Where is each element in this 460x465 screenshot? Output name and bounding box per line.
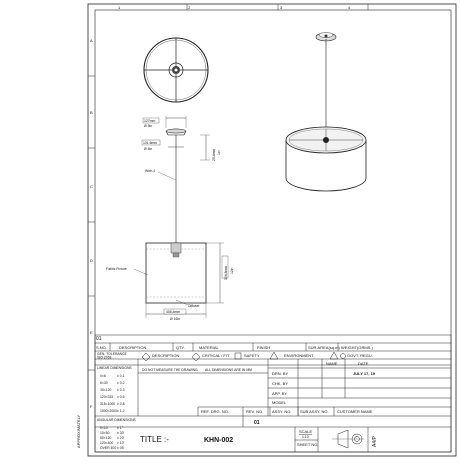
linear-dimensions-label: LINEAR DIMENSIONS <box>97 366 132 370</box>
drn-by: DRN. BY <box>272 371 289 376</box>
shade-width-in: Ø 16in <box>170 317 180 321</box>
svg-text:± 10': ± 10' <box>117 441 125 445</box>
cup-dim-mm: 101.6mm <box>143 141 158 145</box>
govt-symbol <box>330 352 338 359</box>
header-description: DESCRIPTION <box>119 345 147 350</box>
legend-description: DESCRIPTION <box>152 353 180 358</box>
row-e-label: E <box>90 330 93 335</box>
canopy-dim-mm: 127mm <box>144 119 156 123</box>
column-zones <box>118 4 368 10</box>
shade-width-mm: 406.4mm <box>166 310 181 314</box>
row-f-label: F <box>90 404 93 409</box>
row-b-label: B <box>90 110 93 115</box>
svg-text:± 05': ± 05' <box>117 446 125 450</box>
sheet-size: A4/P <box>372 436 378 447</box>
symbol-legend <box>142 352 373 361</box>
angular-tolerance-rows <box>100 426 125 450</box>
row-zones <box>88 38 95 409</box>
date-value: JULY 17, 19 <box>353 371 376 376</box>
environment-symbol <box>270 352 278 359</box>
svg-text:± 0.5: ± 0.5 <box>117 395 125 399</box>
header-surface-area: SUR.AREA(sq.m) <box>308 345 340 350</box>
front-view <box>106 116 234 321</box>
assy-label: ASSY. NO. <box>272 409 292 414</box>
svg-text:± 1.2: ± 1.2 <box>117 409 125 413</box>
model-label: MODEL <box>272 400 287 405</box>
chk-by: CHK. BY <box>272 381 289 386</box>
svg-text:0<10: 0<10 <box>100 426 108 430</box>
approximately-label: APPROXIMATELY <box>76 414 81 448</box>
angular-dimensions-label: ANGULAR DIMENSIONS <box>97 418 136 422</box>
legend-safety: SAFETY <box>244 353 260 358</box>
header-qty: QTY. <box>176 345 185 350</box>
col-4-label: 4 <box>348 5 351 10</box>
scale-label: SCALE <box>299 429 313 434</box>
note-no-measure: DO NOT MEASURE THE DRAWING <box>142 368 198 372</box>
sub-assy-label: SUB ASSY. NO. <box>300 409 329 414</box>
govt-circle-symbol <box>341 354 346 359</box>
gen-tolerance-std: ISO 2768 <box>97 355 112 360</box>
svg-text:± 0.3: ± 0.3 <box>117 388 125 392</box>
header-finish: FINISH <box>257 345 271 350</box>
row-c-label: C <box>90 184 93 189</box>
linear-tolerance-rows <box>100 374 125 413</box>
svg-text:1000<2000: 1000<2000 <box>100 409 118 413</box>
svg-text:120<400: 120<400 <box>100 441 114 445</box>
name-label: NAME <box>326 361 338 366</box>
diffuser-callout: Diffuser <box>188 304 200 308</box>
customer-label: CUSTOMER NAME <box>337 409 373 414</box>
fabric-callout: Fabric Fixture <box>106 267 127 271</box>
drop-dim-mm: 25.4mm <box>212 148 216 161</box>
drop-dim-in: 1in <box>217 150 221 155</box>
svg-text:120<315: 120<315 <box>100 395 114 399</box>
svg-text:315<1000: 315<1000 <box>100 402 116 406</box>
svg-text:± 30': ± 30' <box>117 431 125 435</box>
drawing-code: KHN-002 <box>204 437 234 444</box>
svg-text:± 0.8: ± 0.8 <box>117 402 125 406</box>
scale-value: 1:10 <box>302 435 309 439</box>
note-all-dims: ALL DIMENSIONS ARE IN MM <box>205 368 252 372</box>
svg-text:0<6: 0<6 <box>100 374 106 378</box>
projection-symbol <box>332 430 364 448</box>
svg-text:30<120: 30<120 <box>100 388 112 392</box>
legend-govt: GOVT. REGU. <box>347 353 373 358</box>
col-3-label: 3 <box>280 5 283 10</box>
wire-callout: Wire-4 <box>145 169 155 173</box>
header-weight: WEIGHT(GRMS.) <box>341 345 373 350</box>
legend-environment: ENVIRONMENT <box>284 353 314 358</box>
canopy-dim-in: Ø 5in <box>144 124 153 128</box>
header-sno: S.NO. <box>96 345 107 350</box>
sno-value: 01 <box>96 336 102 342</box>
isometric-view <box>286 33 366 192</box>
cup-dim-in: Ø 4in <box>144 147 153 151</box>
legend-critical: CRITICAL / FIT <box>202 353 230 358</box>
title-label: TITLE :- <box>140 435 169 444</box>
svg-text:6<30: 6<30 <box>100 381 108 385</box>
description-symbol <box>142 353 150 361</box>
header-material: MATERIAL <box>199 345 219 350</box>
row-d-label: D <box>90 258 93 263</box>
sheet-label: SHEET NO. <box>297 442 319 447</box>
rev-label: REV. NO. <box>246 409 264 414</box>
critical-symbol <box>192 353 200 361</box>
rev-value: 01 <box>254 420 260 426</box>
col-1-label: 1 <box>118 5 121 10</box>
top-view <box>144 38 208 102</box>
svg-text:10<50: 10<50 <box>100 431 110 435</box>
gen-tolerance: GEN. TOLERANCE <box>97 352 127 356</box>
svg-text:± 20': ± 20' <box>117 436 125 440</box>
safety-symbol <box>235 353 241 359</box>
svg-text:± 0.2: ± 0.2 <box>117 381 125 385</box>
shade-height-mm: 304.8mm <box>224 265 228 280</box>
row-a-label: A <box>90 38 93 43</box>
svg-text:± 1°: ± 1° <box>117 426 124 430</box>
svg-text:50<120: 50<120 <box>100 436 112 440</box>
svg-text:± 0.1: ± 0.1 <box>117 374 125 378</box>
app-by: APP. BY <box>272 391 288 396</box>
ref-drg-label: REF. DRG. NO. <box>201 409 230 414</box>
date-label: DATE <box>358 361 369 366</box>
svg-text:OVER 400: OVER 400 <box>100 446 117 450</box>
shade-height-in: 12in <box>230 267 234 274</box>
col-2-label: 2 <box>188 5 191 10</box>
